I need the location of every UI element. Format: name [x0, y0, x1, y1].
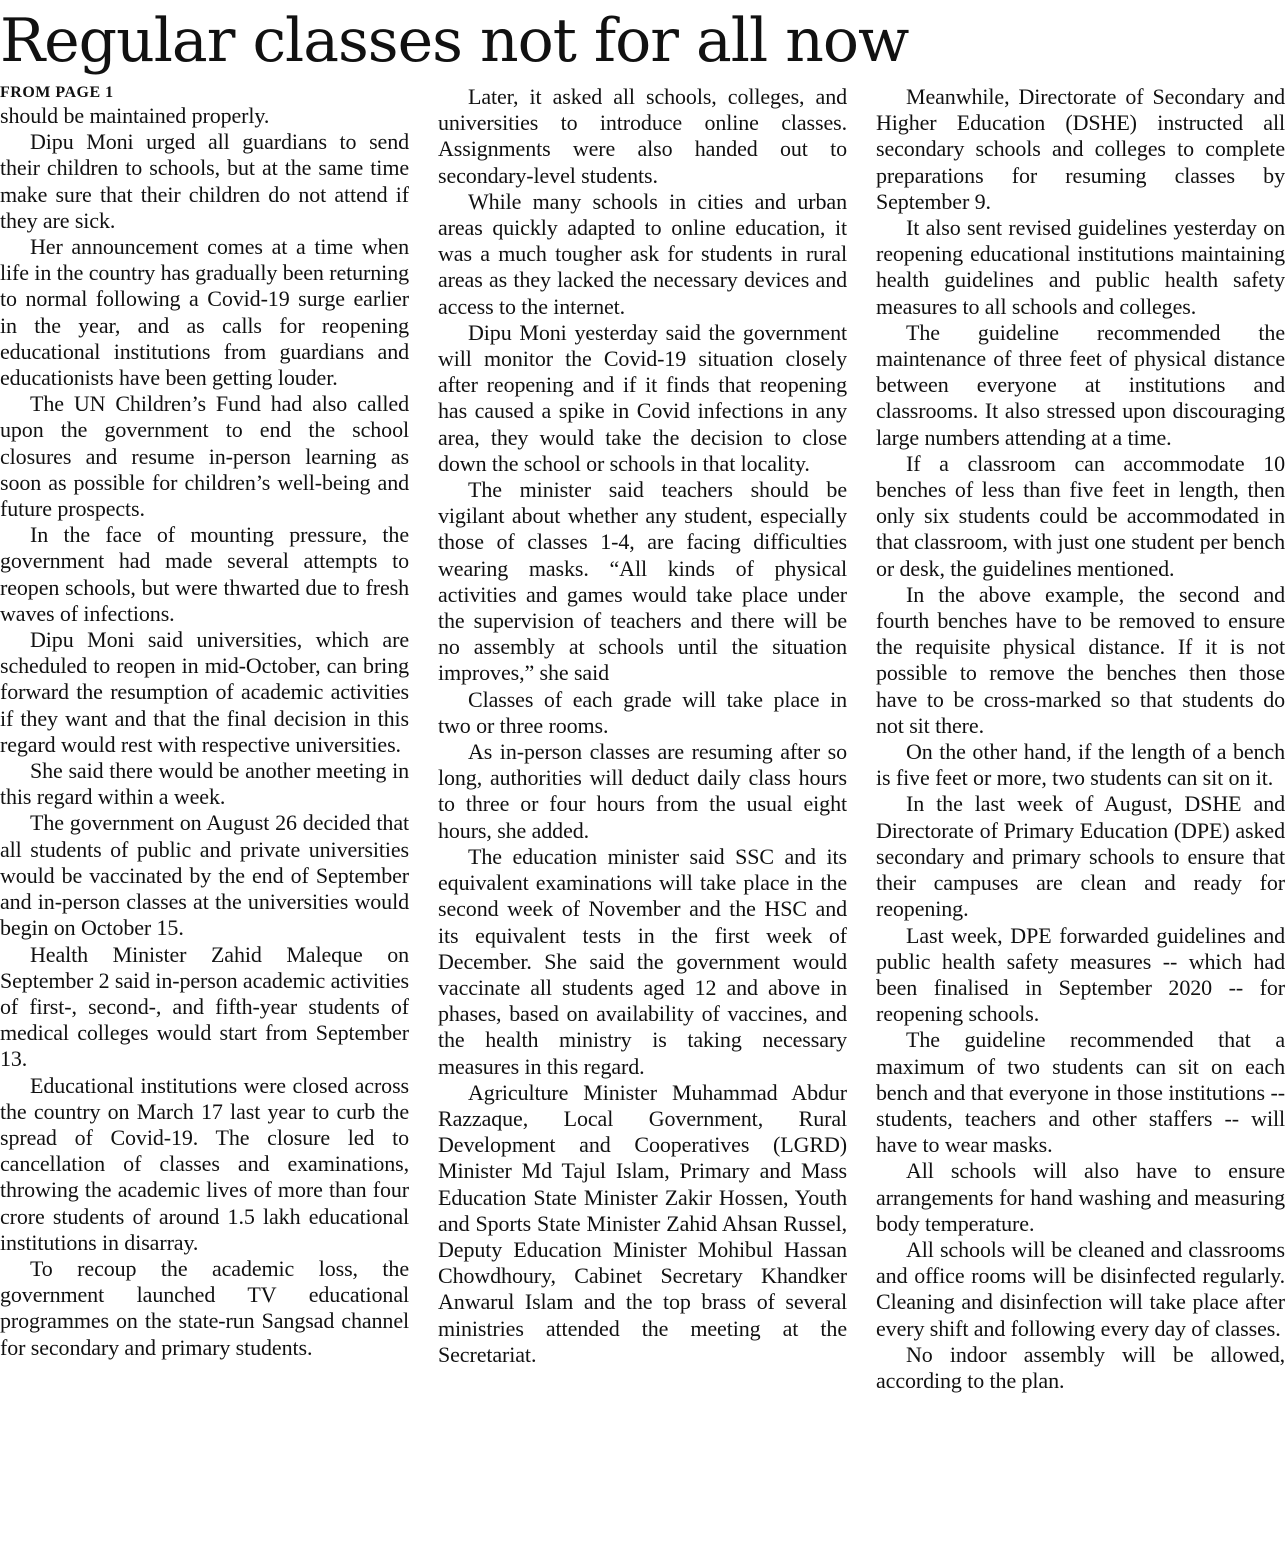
paragraph: It also sent revised guidelines yesterday on reopening educational institutions maintaining health guidelines and public health safety measures to all schools and colleges.	[876, 215, 1285, 319]
paragraph: All schools will also have to ensure arrangements for hand washing and measuring body temperature.	[876, 1158, 1285, 1236]
paragraph: Dipu Moni yesterday said the government will monitor the Covid-19 situation closely after reopening and if it finds that reopening has caused a spike in Covid infections in any area, they would take the decision to close down the school or schools in that locality.	[438, 319, 847, 476]
paragraph: Dipu Moni said universities, which are scheduled to reopen in mid-October, can bring forward the resumption of academic activities if they want and that the final decision in this regard would rest with respective universities.	[0, 627, 409, 757]
paragraph: Meanwhile, Directorate of Secondary and Higher Education (DSHE) instructed all secondary schools and colleges to complete preparations for resuming classes by September 9.	[876, 84, 1285, 214]
paragraph: Health Minister Zahid Maleque on September 2 said in-person academic activities of first-, second-, and fifth-year students of medical colleges would start from September 13.	[0, 941, 409, 1072]
paragraph: Later, it asked all schools, colleges, and universities to introduce online classes. Assignments were also handed out to secondary-level students.	[438, 84, 847, 188]
jump-label: FROM PAGE 1	[0, 84, 114, 101]
paragraph: If a classroom can accommodate 10 benches of less than five feet in length, then only six students could be accommodated in that classroom, with just one student per bench or desk, the guidelines mentioned.	[876, 450, 1285, 581]
paragraph: In the last week of August, DSHE and Directorate of Primary Education (DPE) asked secondary and primary schools to ensure that their campuses are clean and ready for reopening.	[876, 791, 1285, 922]
paragraph: As in-person classes are resuming after so long, authorities will deduct daily class hours to three or four hours from the usual eight hours, she added.	[438, 739, 847, 843]
paragraph: should be maintained properly.	[0, 103, 270, 128]
paragraph: The guideline recommended that a maximum of two students can sit on each bench and that everyone in those institutions -- students, teachers and other staffers -- will have to wear masks.	[876, 1027, 1285, 1158]
paragraph: The guideline recommended the maintenance of three feet of physical distance between everyone at institutions and classrooms. It also stressed upon discouraging large numbers attending at a time.	[876, 319, 1285, 450]
paragraph: The government on August 26 decided that all students of public and private universities would be vaccinated by the end of September and in-person classes at the universities would begin on October 15.	[0, 810, 409, 941]
article-column-3	[876, 84, 1285, 1549]
headline: Regular classes not for all now	[0, 6, 909, 76]
paragraph: She said there would be another meeting in this regard within a week.	[0, 758, 409, 810]
paragraph: On the other hand, if the length of a bench is five feet or more, two students can sit on it.	[876, 739, 1285, 791]
paragraph: In the face of mounting pressure, the government had made several attempts to reopen schools, but were thwarted due to fresh waves of infections.	[0, 522, 409, 626]
paragraph: Educational institutions were closed across the country on March 17 last year to curb the spread of Covid-19. The closure led to cancellation of classes and examinations, throwing the academic lives of more than four crore students of around 1.5 lakh educational institutions in disarray.	[0, 1072, 409, 1255]
paragraph: The education minister said SSC and its equivalent examinations will take place in the second week of November and the HSC and its equivalent tests in the first week of December. She said the government would vaccinate all students aged 12 and above in phases, based on availability of vaccines, and the health ministry is taking necessary measures in this regard.	[438, 843, 847, 1079]
paragraph: No indoor assembly will be allowed, according to the plan.	[876, 1341, 1285, 1393]
paragraph: While many schools in cities and urban areas quickly adapted to online education, it was a much tougher ask for students in rural areas as they lacked the necessary devices and access to the internet.	[438, 188, 847, 319]
paragraph: Dipu Moni urged all guardians to send their children to schools, but at the same time make sure that their children do not attend if they are sick.	[0, 129, 409, 233]
paragraph: To recoup the academic loss, the government launched TV educational programmes on the state-run Sangsad channel for secondary and primary students.	[0, 1255, 409, 1360]
paragraph: Agriculture Minister Muhammad Abdur Razzaque, Local Government, Rural Development and Cooperatives (LGRD) Minister Md Tajul Islam, Primary and Mass Education State Minister Zakir Hossen, Youth and Sports State Minister Zahid Ahsan Russel, Deputy Education Minister Mohibul Hassan Chowdhoury, Cabinet Secretary Khandker Anwarul Islam and the top brass of several ministries attended the meeting at the Secretariat.	[438, 1079, 847, 1367]
paragraph: The UN Children’s Fund had also called upon the government to end the school closures and resume in-person learning as soon as possible for children’s well-being and future prospects.	[0, 391, 409, 522]
paragraph: In the above example, the second and fourth benches have to be removed to ensure the requisite physical distance. If it is not possible to remove the benches then those have to be cross-marked so that students do not sit there.	[876, 581, 1285, 738]
paragraph: All schools will be cleaned and classrooms and office rooms will be disinfected regularly. Cleaning and disinfection will take place after every shift and following every day of classes.	[876, 1236, 1285, 1341]
paragraph: The minister said teachers should be vigilant about whether any student, especially those of classes 1-4, are facing difficulties wearing masks. “All kinds of physical activities and games would take place under the supervision of teachers and there will be no assembly at schools until the situation improves,” she said	[438, 477, 847, 686]
article-column-1	[0, 103, 409, 1568]
paragraph: Classes of each grade will take place in two or three rooms.	[438, 686, 847, 738]
paragraph: Her announcement comes at a time when life in the country has gradually been returning to normal following a Covid-19 surge earlier in the year, and as calls for reopening educational institutions from guardians and educationists have been getting louder.	[0, 234, 409, 391]
article-column-2	[438, 84, 847, 1549]
paragraph: Last week, DPE forwarded guidelines and public health safety measures -- which had been finalised in September 2020 -- for reopening schools.	[876, 922, 1285, 1027]
